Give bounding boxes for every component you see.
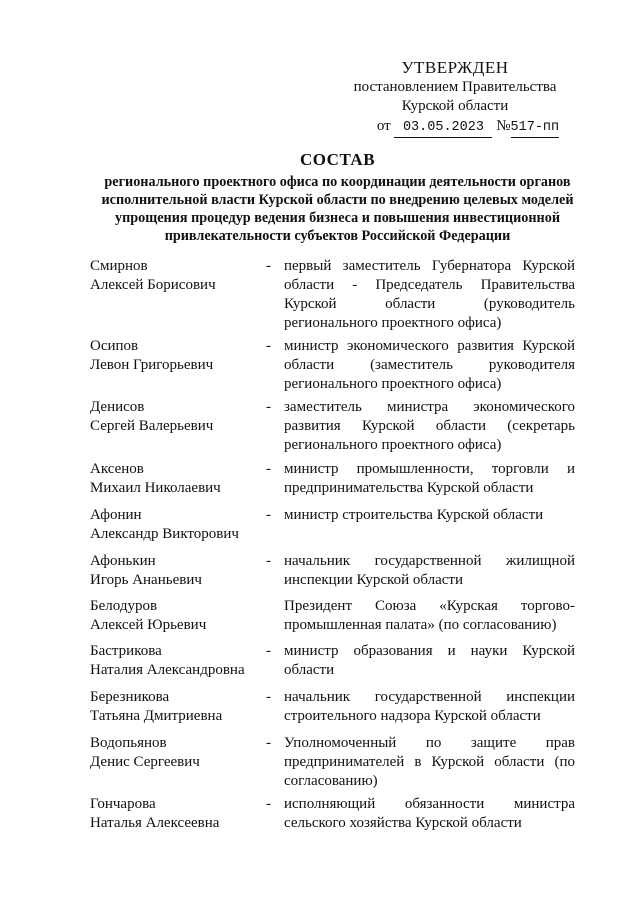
member-given-name: Алексей Борисович xyxy=(90,277,216,293)
member-surname: Бастрикова xyxy=(90,643,162,659)
member-row xyxy=(90,398,580,455)
member-name xyxy=(90,506,266,544)
member-given-name: Татьяна Дмитриевна xyxy=(90,708,223,724)
member-name xyxy=(90,597,266,635)
heading-subtitle: регионального проектного офиса по координации деятельности органов исполнительной власти Курской области по внедрению целевых моделей упрощения процедур ведения бизнеса и повышения инвестиционной привлекательности субъектов Российской Федерации xyxy=(101,174,574,244)
member-given-name: Алексей Юрьевич xyxy=(90,617,207,633)
member-given-name: Наталья Алексеевна xyxy=(90,815,220,831)
member-row xyxy=(90,506,580,544)
approval-block xyxy=(330,58,580,138)
member-role: заместитель министра экономического развития Курской области (секретарь регионального проектного офиса) xyxy=(284,399,575,453)
member-surname: Афонькин xyxy=(90,553,156,569)
member-dash: - xyxy=(266,507,271,523)
member-row xyxy=(90,734,580,791)
number-prefix: № xyxy=(496,118,511,134)
member-dash: - xyxy=(266,461,271,477)
member-name xyxy=(90,642,266,680)
approval-number: 517-пп xyxy=(511,118,560,138)
member-surname: Афонин xyxy=(90,507,142,523)
member-dash: - xyxy=(266,258,271,274)
member-surname: Водопьянов xyxy=(90,735,167,751)
member-surname: Денисов xyxy=(90,399,145,415)
member-name xyxy=(90,795,266,833)
approval-date-row xyxy=(330,117,580,138)
date-prefix: от xyxy=(376,118,391,134)
approval-date: 03.05.2023 xyxy=(394,118,492,138)
member-row xyxy=(90,460,580,498)
member-row xyxy=(90,597,580,635)
member-dash: - xyxy=(266,553,271,569)
member-dash: - xyxy=(266,399,271,415)
member-surname: Гончарова xyxy=(90,796,156,812)
member-name xyxy=(90,337,266,394)
approval-line-1: постановлением Правительства xyxy=(353,79,557,95)
member-given-name: Александр Викторович xyxy=(90,526,239,542)
heading-title: СОСТАВ xyxy=(299,150,376,169)
member-dash: - xyxy=(266,796,271,812)
approval-title: УТВЕРЖДЕН xyxy=(401,58,509,77)
member-role: Уполномоченный по защите прав предпринимателей в Курской области (по согласованию) xyxy=(284,735,575,789)
member-row xyxy=(90,257,580,333)
member-name xyxy=(90,398,266,455)
member-name xyxy=(90,688,266,726)
member-given-name: Сергей Валерьевич xyxy=(90,418,214,434)
member-role: министр экономического развития Курской области (заместитель руководителя регионального проектного офиса) xyxy=(284,338,575,392)
member-dash xyxy=(266,597,284,635)
member-given-name: Денис Сергеевич xyxy=(90,754,200,770)
member-row xyxy=(90,795,580,833)
member-row xyxy=(90,552,580,590)
member-name xyxy=(90,552,266,590)
member-given-name: Левон Григорьевич xyxy=(90,357,214,373)
member-surname: Белодуров xyxy=(90,598,158,614)
member-role: министр образования и науки Курской области xyxy=(284,643,575,678)
member-dash: - xyxy=(266,338,271,354)
member-role: исполняющий обязанности министра сельского хозяйства Курской области xyxy=(284,796,575,831)
member-dash: - xyxy=(266,689,271,705)
member-role: начальник государственной инспекции строительного надзора Курской области xyxy=(284,689,575,724)
member-name xyxy=(90,460,266,498)
member-surname: Березникова xyxy=(90,689,170,705)
member-surname: Аксенов xyxy=(90,461,144,477)
member-given-name: Михаил Николаевич xyxy=(90,480,221,496)
member-given-name: Игорь Ананьевич xyxy=(90,572,202,588)
member-role: начальник государственной жилищной инспекции Курской области xyxy=(284,553,575,588)
document-heading xyxy=(90,150,585,245)
member-row xyxy=(90,688,580,726)
member-role: министр промышленности, торговли и предпринимательства Курской области xyxy=(284,461,575,496)
member-dash: - xyxy=(266,735,271,751)
member-role: министр строительства Курской области xyxy=(284,507,544,523)
member-name xyxy=(90,257,266,333)
member-given-name: Наталия Александровна xyxy=(90,662,245,678)
member-row xyxy=(90,642,580,680)
member-role: Президент Союза «Курская торгово-промышленная палата» (по согласованию) xyxy=(284,598,575,633)
member-surname: Осипов xyxy=(90,338,139,354)
approval-line-2: Курской области xyxy=(401,98,509,114)
member-surname: Смирнов xyxy=(90,258,148,274)
member-row xyxy=(90,337,580,394)
member-name xyxy=(90,734,266,791)
member-role: первый заместитель Губернатора Курской области - Председатель Правительства Курской области (руководитель регионального проектного офиса) xyxy=(284,258,575,331)
member-dash: - xyxy=(266,643,271,659)
